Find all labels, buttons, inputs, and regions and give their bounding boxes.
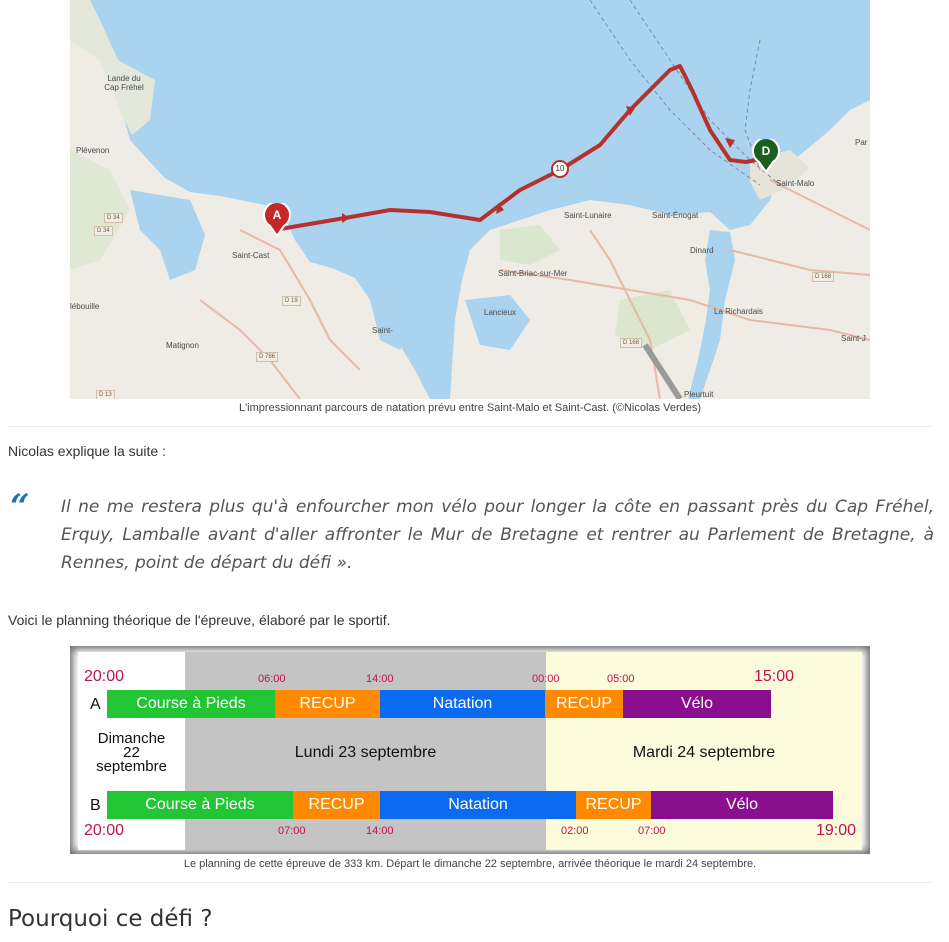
end-marker[interactable] xyxy=(752,139,780,173)
road-tag-d19: D 19 xyxy=(282,296,301,306)
day-sunday xyxy=(78,732,185,774)
road-tag-d168a: D 168 xyxy=(620,338,642,348)
road-tag-d34b: D 34 xyxy=(94,226,113,236)
time-top-3: 00:00 xyxy=(532,673,560,685)
section-heading: Pourquoi ce défi ? xyxy=(8,906,213,932)
divider xyxy=(8,426,932,427)
day-sunday-line-2: 22 xyxy=(123,744,140,761)
shipping-lane-1 xyxy=(590,0,760,185)
road-tag-d34a: D 34 xyxy=(104,213,123,223)
route-arrow-1 xyxy=(342,213,350,223)
end-marker-label: D xyxy=(761,144,771,158)
time-bottom-3: 02:00 xyxy=(561,825,589,837)
row-a-course: Course à Pieds xyxy=(107,690,275,718)
row-a-label: A xyxy=(90,696,101,713)
row-a-velo: Vélo xyxy=(623,690,771,718)
planning-intro: Voici le planning théorique de l'épreuve, élaboré par le sportif. xyxy=(8,612,391,628)
quote-icon: “ xyxy=(10,487,30,527)
time-top-2: 14:00 xyxy=(366,673,394,685)
place-lancieux: Lancieux xyxy=(484,308,517,317)
start-marker-label: A xyxy=(272,208,282,222)
start-marker[interactable] xyxy=(263,203,291,237)
time-bottom-5: 19:00 xyxy=(816,822,857,839)
swim-route xyxy=(280,66,765,229)
row-a-recup-1: RECUP xyxy=(275,690,380,718)
road-tag-d786: D 786 xyxy=(256,352,278,362)
intro-text: Nicolas explique la suite : xyxy=(8,443,166,459)
day-tuesday: Mardi 24 septembre xyxy=(632,744,776,761)
map-land-svg xyxy=(70,0,870,399)
place-saint-cast: Saint-Cast xyxy=(232,251,270,260)
place-par: Par xyxy=(855,138,868,147)
time-top-0: 20:00 xyxy=(84,668,125,685)
place-plevenon: Plévenon xyxy=(76,146,110,155)
row-b-course: Course à Pieds xyxy=(107,791,293,819)
km-marker-label: 10 xyxy=(555,164,565,173)
time-top-1: 06:00 xyxy=(258,673,286,685)
day-sunday-line-3: septembre xyxy=(96,758,167,775)
row-b-recup-2: RECUP xyxy=(576,791,651,819)
place-leboulle: lébouille xyxy=(70,302,100,311)
row-a-natation: Natation xyxy=(380,690,545,718)
place-la-richardais: La Richardais xyxy=(714,307,763,316)
map-caption: L'impressionnant parcours de natation prévu entre Saint-Malo et Saint-Cast. (©Nicolas Verdes) xyxy=(238,402,702,414)
planning-caption: Le planning de cette épreuve de 333 km. Départ le dimanche 22 septembre, arrivée théorique le mardi 24 septembre. xyxy=(183,858,757,870)
route-map[interactable] xyxy=(70,0,870,399)
road-tag-d13: D 13 xyxy=(96,390,115,399)
place-lande: Lande du Cap Fréhel xyxy=(104,74,144,92)
day-sunday-line-1: Dimanche xyxy=(97,730,166,747)
place-saint-lunaire: Saint-Lunaire xyxy=(564,211,612,220)
time-bottom-2: 14:00 xyxy=(366,825,394,837)
row-b-natation: Natation xyxy=(380,791,576,819)
time-bottom-4: 07:00 xyxy=(638,825,666,837)
row-a-recup-2: RECUP xyxy=(545,690,623,718)
row-b-label: B xyxy=(90,797,101,814)
day-monday: Lundi 23 septembre xyxy=(294,744,437,761)
road-tag-d168b: D 168 xyxy=(812,272,834,282)
time-top-5: 15:00 xyxy=(754,668,795,685)
time-bottom-0: 20:00 xyxy=(84,822,125,839)
place-saint-malo: Saint-Malo xyxy=(776,179,815,188)
row-b-recup-1: RECUP xyxy=(293,791,380,819)
place-pleurtuit: Pleurtuit xyxy=(684,390,714,399)
planning-image xyxy=(70,646,870,854)
place-saint-briac: Saint-Briac-sur-Mer xyxy=(498,269,568,278)
place-saint-j: Saint-J xyxy=(841,334,866,343)
row-b-velo: Vélo xyxy=(651,791,833,819)
time-top-4: 05:00 xyxy=(607,673,635,685)
place-dinard: Dinard xyxy=(690,246,714,255)
place-saint: Saint- xyxy=(372,326,393,335)
divider xyxy=(8,882,932,883)
km-marker-10[interactable] xyxy=(551,160,569,178)
place-saint-enogat: Saint-Énogat xyxy=(652,211,699,220)
blockquote: Il ne me restera plus qu'à enfourcher mon vélo pour longer la côte en passant près du Cap Fréhel, Erquy, Lamballe avant d'aller affronter le Mur de Bretagne et rentrer au Parlement de Bretagne, à Rennes, point de départ du défi ». xyxy=(61,497,934,573)
place-matignon: Matignon xyxy=(166,341,199,350)
time-bottom-1: 07:00 xyxy=(278,825,306,837)
